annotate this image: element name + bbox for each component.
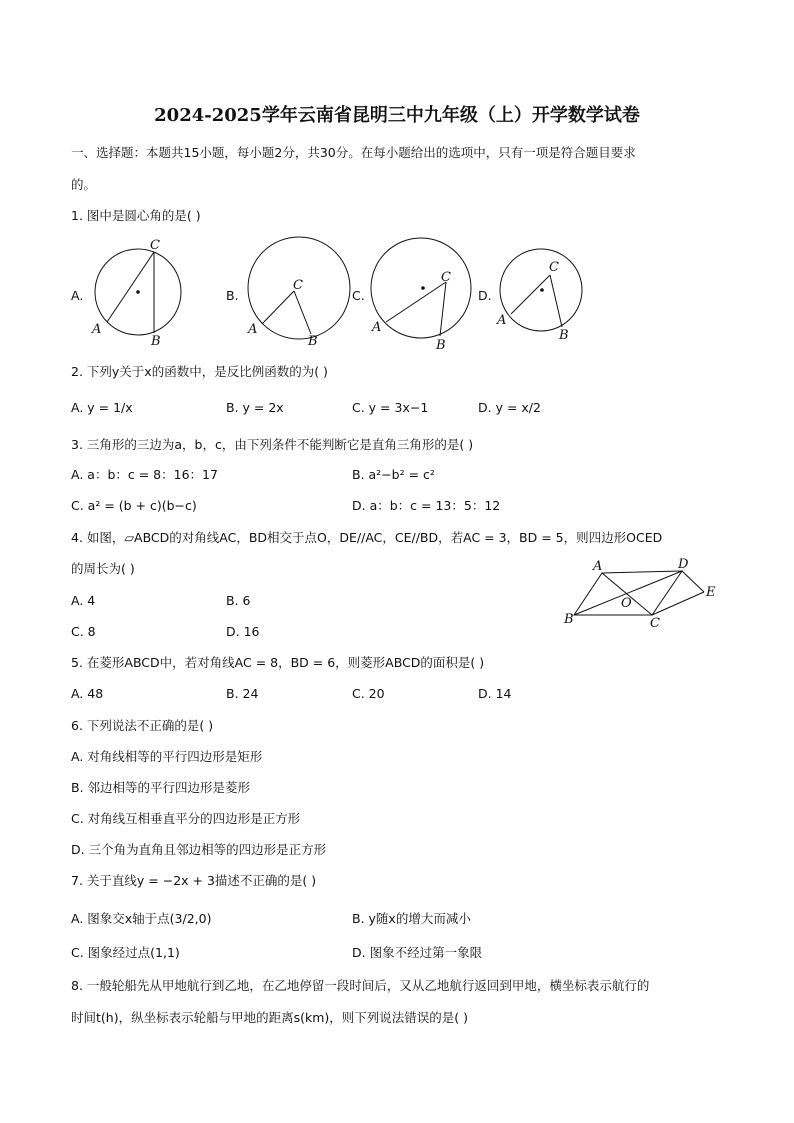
q2-option-a: A. y = 1/x	[71, 400, 133, 415]
q6-option-a: A. 对角线相等的平行四边形是矩形	[71, 749, 263, 764]
q4-option-b: B. 6	[226, 593, 251, 608]
q4-option-a: A. 4	[71, 593, 96, 608]
q1-option-d-label: D.	[478, 288, 492, 303]
q1-figure-b	[240, 236, 355, 348]
q4-stem-line1: 4. 如图，▱ABCD的对角线AC，BD相交于点O，DE//AC，CE//BD，若AC = 3，BD = 5，则四边形OCED	[71, 530, 663, 545]
q1-option-b-label: B.	[226, 288, 239, 303]
label-b: B	[564, 612, 574, 627]
q6-stem: 6. 下列说法不正确的是( )	[71, 718, 214, 733]
q4-option-d: D. 16	[226, 624, 260, 639]
q6-option-d: D. 三个角为直角且邻边相等的四边形是正方形	[71, 842, 327, 857]
label-b: B	[436, 338, 446, 353]
q3-option-a: A. a：b：c = 8：16：17	[71, 467, 218, 482]
label-a: A	[92, 322, 102, 337]
label-c: C	[549, 260, 559, 275]
q3-stem: 3. 三角形的三边为a，b，c，由下列条件不能判断它是直角三角形的是( )	[71, 437, 474, 452]
q1-option-c-label: C.	[352, 288, 365, 303]
q1-figure-a	[86, 236, 196, 348]
q4-stem-line2: 的周长为( )	[71, 561, 135, 576]
label-a: A	[248, 322, 258, 337]
label-e: E	[706, 585, 716, 600]
q7-stem: 7. 关于直线y = −2x + 3描述不正确的是( )	[71, 873, 317, 888]
center-dot	[136, 290, 140, 294]
q1-option-a-label: A.	[71, 288, 84, 303]
q2-stem: 2. 下列y关于x的函数中，是反比例函数的为( )	[71, 364, 328, 379]
section-heading-line2: 的。	[71, 177, 97, 192]
label-d: D	[678, 557, 689, 572]
q2-option-d: D. y = x/2	[478, 400, 541, 415]
q5-option-b: B. 24	[226, 686, 259, 701]
label-c: C	[293, 278, 303, 293]
q7-option-b: B. y随x的增大而减小	[352, 911, 471, 926]
q5-option-c: C. 20	[352, 686, 385, 701]
label-c: C	[441, 270, 451, 285]
q7-option-a: A. 图象交x轴于点(3/2,0)	[71, 911, 212, 926]
label-b: B	[151, 334, 161, 348]
center-dot	[421, 286, 425, 290]
label-a: A	[372, 320, 382, 335]
q8-stem-line1: 8. 一般轮船先从甲地航行到乙地，在乙地停留一段时间后，又从乙地航行返回到甲地，横坐标表示航行的	[71, 978, 650, 993]
q1-figure-d	[492, 240, 592, 346]
label-o: O	[621, 596, 632, 611]
q5-stem: 5. 在菱形ABCD中，若对角线AC = 8，BD = 6，则菱形ABCD的面积是( )	[71, 655, 485, 670]
q6-option-c: C. 对角线互相垂直平分的四边形是正方形	[71, 811, 301, 826]
q5-option-d: D. 14	[478, 686, 512, 701]
q3-option-c: C. a² = (b + c)(b−c)	[71, 498, 197, 513]
label-a: A	[497, 313, 507, 328]
q2-option-b: B. y = 2x	[226, 400, 284, 415]
label-c: C	[650, 616, 660, 631]
label-a: A	[593, 559, 603, 574]
section-heading-line1: 一、选择题：本题共15小题，每小题2分，共30分。在每小题给出的选项中，只有一项是符合题目要求	[71, 145, 636, 160]
q1-stem: 1. 图中是圆心角的是( )	[71, 208, 201, 223]
q4-option-c: C. 8	[71, 624, 96, 639]
q7-option-c: C. 图象经过点(1,1)	[71, 945, 180, 960]
label-c: C	[150, 238, 160, 253]
q3-option-d: D. a：b：c = 13：5：12	[352, 498, 501, 513]
q7-option-d: D. 图象不经过第一象限	[352, 945, 483, 960]
q3-option-b: B. a²−b² = c²	[352, 467, 435, 482]
q8-stem-line2: 时间t(h)，纵坐标表示轮船与甲地的距离s(km)，则下列说法错误的是( )	[71, 1010, 468, 1025]
label-b: B	[308, 334, 318, 348]
q5-option-a: A. 48	[71, 686, 104, 701]
page-title: 2024-2025学年云南省昆明三中九年级（上）开学数学试卷	[154, 105, 640, 126]
label-b: B	[559, 328, 569, 343]
center-dot	[540, 288, 544, 292]
q4-parallelogram-figure	[556, 555, 726, 635]
q1-figure-c	[366, 236, 481, 354]
q6-option-b: B. 邻边相等的平行四边形是菱形	[71, 780, 251, 795]
q2-option-c: C. y = 3x−1	[352, 400, 429, 415]
